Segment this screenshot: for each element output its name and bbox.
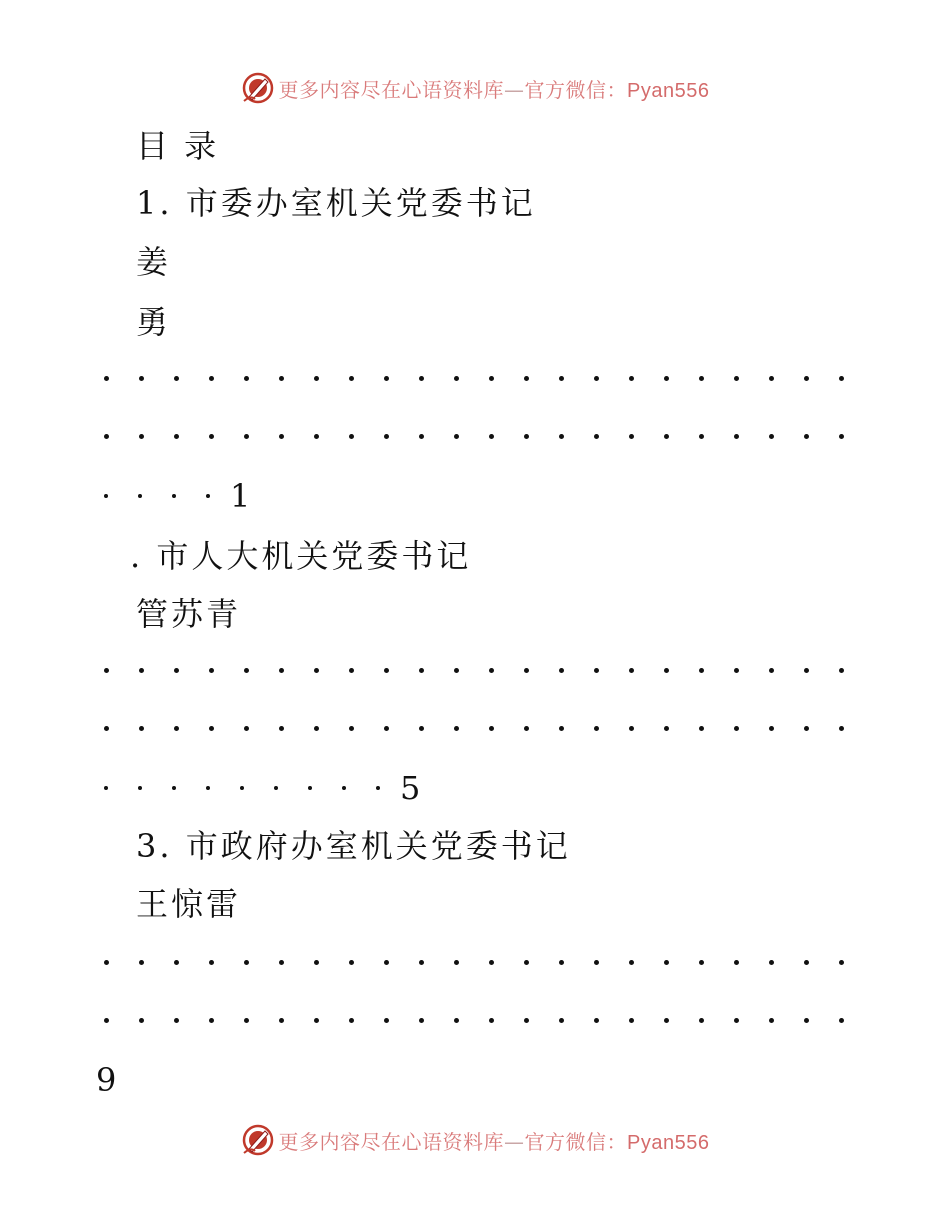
watermark-text: 更多内容尽在心语资料库—官方微信：Pyan556 (278, 1129, 710, 1154)
toc-entry-name: 王惊雷 (136, 885, 242, 923)
leader-dot (629, 960, 634, 965)
leader-dot (594, 434, 599, 439)
leader-dot (104, 726, 109, 731)
pen-logo-icon (241, 1123, 275, 1157)
leader-dot (594, 376, 599, 381)
leader-dot (274, 786, 278, 790)
leader-dot (454, 434, 459, 439)
leader-dot (172, 786, 176, 790)
leader-dot (839, 668, 844, 673)
leader-dot (489, 960, 494, 965)
leader-dot (104, 434, 109, 439)
leader-dot (209, 1018, 214, 1023)
leader-dot (384, 434, 389, 439)
dot-leader-row (104, 708, 844, 748)
toc-entry-title[interactable]: 3. 市政府办室机关党委书记 (136, 827, 571, 865)
leader-dot (839, 376, 844, 381)
leader-dot (419, 726, 424, 731)
dot-leader-row (104, 358, 844, 398)
leader-dot (734, 434, 739, 439)
leader-dot (314, 726, 319, 731)
leader-dot (664, 1018, 669, 1023)
leader-dot (104, 1018, 109, 1023)
leader-dot (206, 494, 210, 498)
leader-dot (699, 1018, 704, 1023)
leader-dot (244, 376, 249, 381)
toc-page-number: 9 (96, 1061, 120, 1099)
leader-dot (804, 1018, 809, 1023)
leader-dot (314, 668, 319, 673)
leader-dot (349, 668, 354, 673)
leader-dot (279, 668, 284, 673)
leader-dot (804, 376, 809, 381)
leader-dot (594, 960, 599, 965)
leader-dot (804, 434, 809, 439)
leader-dot (138, 786, 142, 790)
leader-dot (419, 960, 424, 965)
leader-dot (839, 434, 844, 439)
leader-dot (174, 434, 179, 439)
leader-dot (699, 668, 704, 673)
leader-dot (489, 434, 494, 439)
leader-dot (209, 726, 214, 731)
dot-leader-row (104, 416, 844, 456)
leader-dot (384, 668, 389, 673)
leader-dot (629, 434, 634, 439)
leader-dot (419, 376, 424, 381)
leader-dot (174, 726, 179, 731)
leader-dot (489, 726, 494, 731)
leader-dot (172, 494, 176, 498)
leader-dot (629, 668, 634, 673)
leader-dot (559, 668, 564, 673)
leader-dot (244, 434, 249, 439)
leader-dot (734, 726, 739, 731)
leader-dot (240, 786, 244, 790)
leader-dot (664, 434, 669, 439)
leader-dot (594, 1018, 599, 1023)
pen-logo-icon (241, 71, 275, 105)
leader-dot (376, 786, 380, 790)
toc-entry-title[interactable]: . 市人大机关党委书记 (130, 537, 472, 575)
leader-dot (209, 376, 214, 381)
leader-dot (769, 726, 774, 731)
leader-dot (244, 960, 249, 965)
leader-dot (524, 376, 529, 381)
leader-dot (138, 494, 142, 498)
leader-dot (139, 668, 144, 673)
header-watermark (0, 68, 950, 108)
toc-page-number: 5 (400, 769, 421, 807)
leader-dot (559, 434, 564, 439)
leader-dot (349, 376, 354, 381)
leader-dot (734, 376, 739, 381)
leader-dot (839, 1018, 844, 1023)
leader-dot (209, 434, 214, 439)
leader-dot (629, 1018, 634, 1023)
leader-dot (559, 376, 564, 381)
leader-dot (559, 960, 564, 965)
toc-entry-title[interactable]: 1. 市委办室机关党委书记 (136, 184, 536, 222)
leader-dot (308, 786, 312, 790)
dot-leader-row (104, 1000, 844, 1040)
leader-dot (419, 668, 424, 673)
leader-dot (139, 1018, 144, 1023)
leader-dot (454, 960, 459, 965)
leader-dot (699, 434, 704, 439)
leader-dot (349, 1018, 354, 1023)
leader-dot (594, 668, 599, 673)
leader-dot (174, 1018, 179, 1023)
leader-dot (279, 376, 284, 381)
leader-dot (699, 376, 704, 381)
leader-dot (104, 960, 109, 965)
leader-dot (734, 1018, 739, 1023)
leader-dot (664, 376, 669, 381)
leader-dot (804, 726, 809, 731)
leader-dot (699, 726, 704, 731)
leader-dot (244, 1018, 249, 1023)
leader-dot (314, 1018, 319, 1023)
leader-dot (664, 726, 669, 731)
leader-dot (349, 726, 354, 731)
toc-entry-name: 勇 (136, 303, 172, 341)
leader-dot (419, 1018, 424, 1023)
leader-dot (384, 1018, 389, 1023)
leader-dot (342, 786, 346, 790)
leader-dot (664, 960, 669, 965)
leader-dot (104, 376, 109, 381)
leader-dot (314, 434, 319, 439)
dot-leader-row (104, 650, 844, 690)
leader-dot (139, 960, 144, 965)
leader-dot (629, 376, 634, 381)
leader-dot (559, 1018, 564, 1023)
dot-leader-row (104, 942, 844, 982)
leader-dot (349, 960, 354, 965)
toc-page-number: 1 (230, 477, 251, 515)
leader-dot (349, 434, 354, 439)
leader-dot (209, 668, 214, 673)
leader-dot (104, 786, 108, 790)
leader-dot (279, 726, 284, 731)
leader-dot (699, 960, 704, 965)
leader-dot (769, 434, 774, 439)
toc-heading: 目 录 (136, 127, 220, 165)
leader-dot (454, 726, 459, 731)
leader-dot (314, 376, 319, 381)
leader-dot (664, 668, 669, 673)
leader-dot (769, 1018, 774, 1023)
leader-dot (524, 726, 529, 731)
leader-dot (139, 726, 144, 731)
leader-dot (524, 434, 529, 439)
leader-dot (454, 376, 459, 381)
toc-entry-name: 管苏青 (136, 595, 242, 633)
leader-dot (734, 960, 739, 965)
leader-dot (209, 960, 214, 965)
leader-dot (174, 668, 179, 673)
leader-dot (769, 668, 774, 673)
leader-dot (769, 376, 774, 381)
leader-dot (206, 786, 210, 790)
leader-dot (384, 376, 389, 381)
leader-dot (174, 960, 179, 965)
leader-dot (804, 668, 809, 673)
dot-leader-end (104, 768, 420, 808)
leader-dot (104, 668, 109, 673)
leader-dot (524, 1018, 529, 1023)
leader-dot (559, 726, 564, 731)
leader-dot (524, 960, 529, 965)
leader-dot (629, 726, 634, 731)
leader-dot (314, 960, 319, 965)
leader-dot (139, 434, 144, 439)
leader-dot (174, 376, 179, 381)
leader-dot (244, 668, 249, 673)
leader-dot (139, 376, 144, 381)
leader-dot (839, 960, 844, 965)
leader-dot (384, 960, 389, 965)
leader-dot (489, 376, 494, 381)
leader-dot (489, 1018, 494, 1023)
leader-dot (279, 1018, 284, 1023)
leader-dot (594, 726, 599, 731)
leader-dot (104, 494, 108, 498)
leader-dot (839, 726, 844, 731)
leader-dot (734, 668, 739, 673)
leader-dot (804, 960, 809, 965)
toc-entry-name: 姜 (136, 243, 172, 281)
dot-leader-end (104, 476, 250, 516)
leader-dot (244, 726, 249, 731)
leader-dot (454, 668, 459, 673)
footer-watermark (0, 1120, 950, 1160)
leader-dot (419, 434, 424, 439)
leader-dot (769, 960, 774, 965)
leader-dot (454, 1018, 459, 1023)
leader-dot (524, 668, 529, 673)
leader-dot (489, 668, 494, 673)
leader-dot (279, 960, 284, 965)
leader-dot (279, 434, 284, 439)
leader-dot (384, 726, 389, 731)
watermark-text: 更多内容尽在心语资料库—官方微信：Pyan556 (278, 77, 710, 102)
